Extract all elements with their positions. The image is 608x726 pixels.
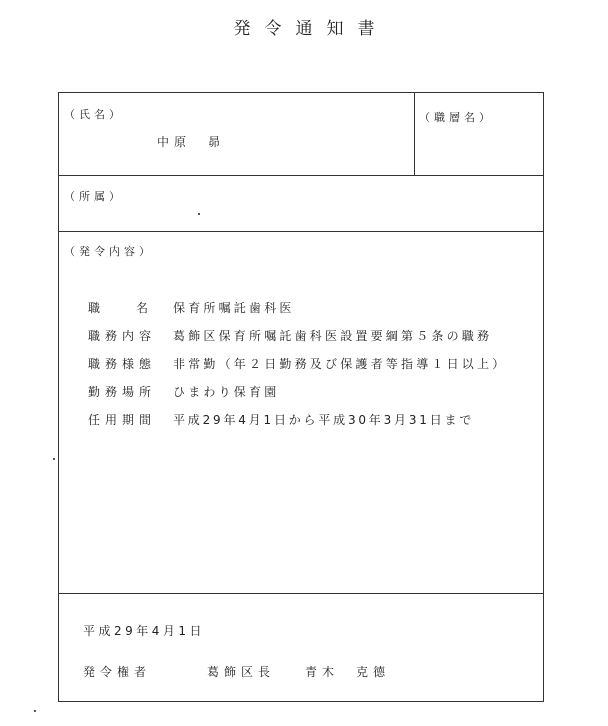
details-key-char: 名: [135, 301, 148, 315]
document-title: 発令通知書: [233, 19, 389, 39]
issuer-label: 発令権者: [83, 665, 152, 679]
issuer-title: 葛飾区長: [207, 665, 276, 679]
name-value: 中原 昴: [157, 135, 226, 149]
divider-affiliation-details: [59, 231, 543, 232]
details-row-key: 勤務場所: [88, 385, 157, 399]
name-label: （氏名）: [64, 108, 124, 121]
issuer-name: 青木 克德: [305, 665, 391, 679]
divider-name-affiliation: [59, 175, 543, 176]
divider-details-footer: [59, 593, 543, 594]
affiliation-mark: [198, 213, 200, 215]
details-row-value: 平成29年4月1日から平成30年3月31日まで: [173, 413, 475, 427]
details-row-key: 職務内容: [88, 329, 157, 343]
details-row-key: [88, 299, 148, 316]
scan-speck: [53, 458, 55, 460]
details-row-value: 葛飾区保育所嘱託歯科医設置要綱第５条の職務: [173, 329, 493, 343]
details-row-key: 任用期間: [88, 413, 157, 427]
notice-form-frame: [58, 92, 544, 702]
details-row-value: ひまわり保育園: [173, 385, 280, 399]
details-key-char: 職: [88, 301, 101, 315]
name-rank-divider: [414, 93, 415, 175]
rank-label: （職層名）: [419, 111, 494, 124]
scan-speck: [34, 710, 36, 712]
details-label: （発令内容）: [64, 245, 154, 258]
details-row-value: 非常勤（年２日勤務及び保護者等指導１日以上）: [173, 357, 508, 371]
issue-date: 平成29年4月1日: [83, 624, 206, 638]
details-row-value: 保育所嘱託歯科医: [173, 301, 295, 315]
affiliation-label: （所属）: [64, 190, 124, 203]
details-row-key: 職務様態: [88, 357, 157, 371]
